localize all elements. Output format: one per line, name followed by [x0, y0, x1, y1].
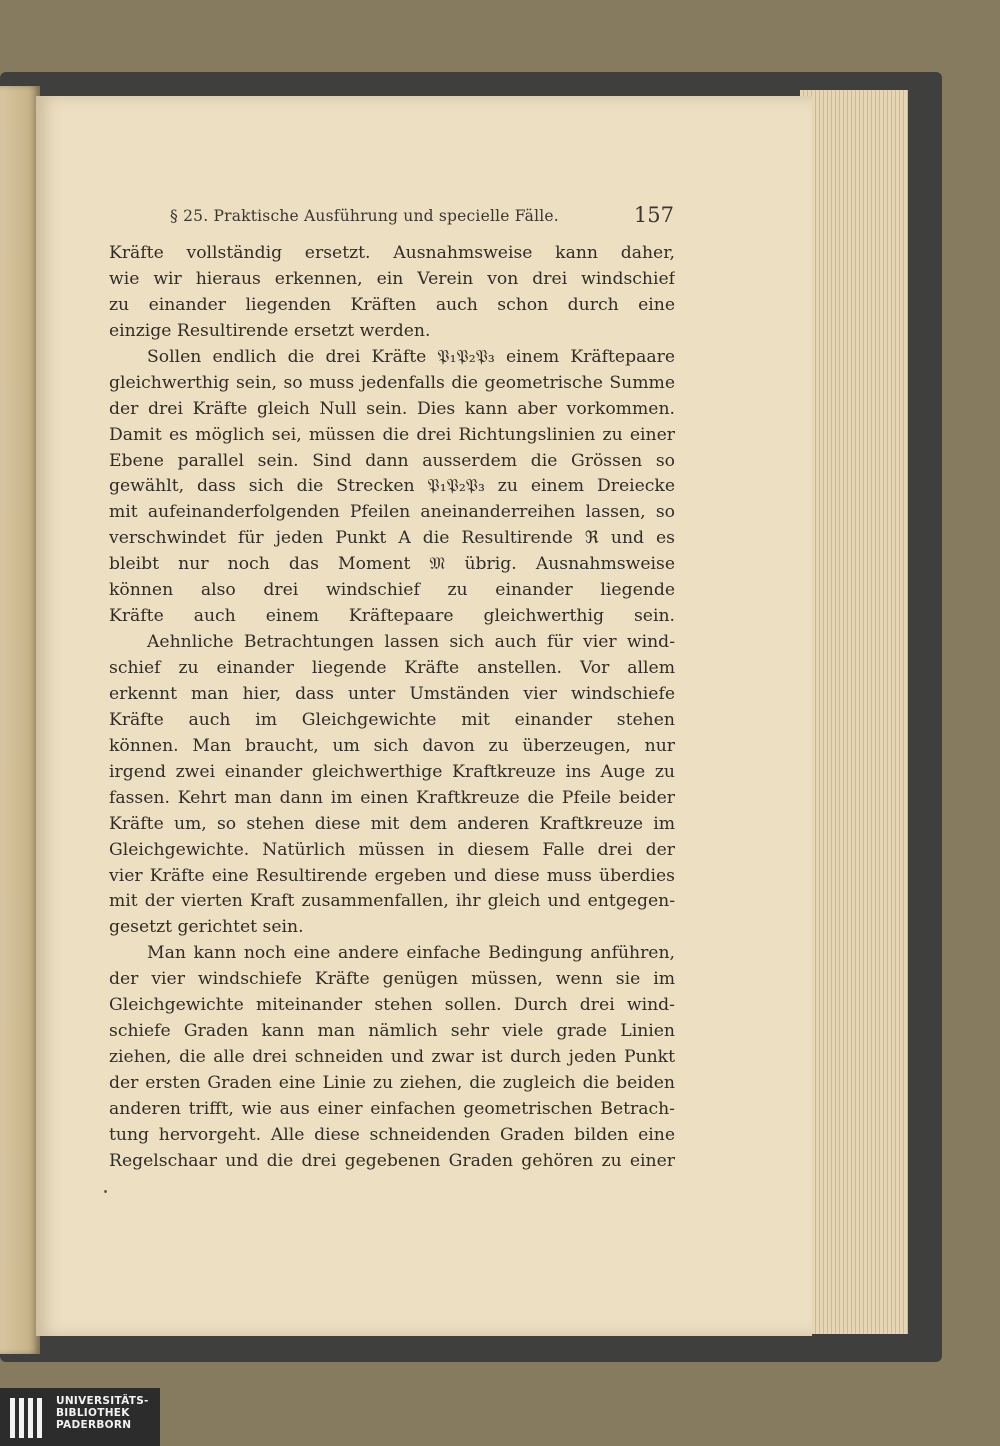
page-number: 157 — [633, 203, 674, 227]
page-edges — [800, 90, 908, 1334]
text-line: fassen. Kehrt man dann im einen Kraftkreuze die Pfeile beider — [109, 787, 675, 808]
text-line: gewählt, dass sich die Strecken 𝔓₁𝔓₂𝔓₃ zu einem Dreiecke — [109, 476, 675, 497]
text-line: erkennt man hier, dass unter Umständen vier windschiefe — [109, 683, 675, 704]
text-line: Gleichgewichte. Natürlich müssen in diesem Falle drei der — [109, 839, 675, 860]
logo-line-2: BIBLIOTHEK — [56, 1407, 130, 1419]
header-title: § 25. Praktische Ausführung und specielle Fälle. — [170, 207, 559, 225]
text-line: gesetzt gerichtet sein. — [109, 917, 304, 938]
text-line: Damit es möglich sei, müssen die drei Richtungslinien zu einer — [109, 424, 675, 445]
text-line: einzige Resultirende ersetzt werden. — [109, 320, 431, 341]
text-line: tung hervorgeht. Alle diese schneidenden Graden bilden eine — [109, 1124, 675, 1145]
text-line: der ersten Graden eine Linie zu ziehen, die zugleich die beiden — [109, 1073, 675, 1093]
text-line: schiefe Graden kann man nämlich sehr viele grade Linien — [109, 1021, 675, 1042]
left-page-edge — [0, 86, 40, 1354]
text-line: gleichwerthig sein, so muss jedenfalls die geometrische Summe — [109, 372, 675, 393]
library-logo-text — [56, 1395, 149, 1431]
text-line: wie wir hieraus erkennen, ein Verein von drei windschief — [109, 268, 675, 289]
text-line: Gleichgewichte miteinander stehen sollen. Durch drei wind- — [109, 995, 675, 1016]
library-logo — [0, 1388, 160, 1446]
text-line: verschwindet für jeden Punkt A die Resultirende ℜ und es — [109, 528, 675, 549]
ink-speck — [104, 1190, 107, 1193]
text-line: vier Kräfte eine Resultirende ergeben und diese muss überdies — [109, 865, 675, 886]
text-line: der drei Kräfte gleich Null sein. Dies kann aber vorkommen. — [109, 398, 675, 419]
text-line: anderen trifft, wie aus einer einfachen geometrischen Betrach- — [109, 1098, 675, 1119]
text-line: können also drei windschief zu einander liegende — [109, 580, 675, 601]
text-line: mit aufeinanderfolgenden Pfeilen aneinanderreihen lassen, so — [109, 502, 675, 523]
text-line: Man kann noch eine andere einfache Bedingung anführen, — [147, 943, 675, 964]
body-text — [109, 241, 675, 1175]
text-line: Kräfte auch im Gleichgewichte mit einander stehen — [109, 709, 675, 730]
logo-line-1: UNIVERSITÄTS- — [56, 1395, 149, 1407]
text-line: Ebene parallel sein. Sind dann ausserdem die Grössen so — [109, 450, 675, 471]
text-line: zu einander liegenden Kräften auch schon durch eine — [109, 294, 675, 315]
text-line: ziehen, die alle drei schneiden und zwar ist durch jeden Punkt — [109, 1047, 675, 1068]
library-logo-icon — [8, 1396, 46, 1440]
text-line: schief zu einander liegende Kräfte anstellen. Vor allem — [109, 658, 675, 678]
text-line: Sollen endlich die drei Kräfte 𝔓₁𝔓₂𝔓₃ einem Kräftepaare — [147, 346, 675, 367]
text-line: Kräfte um, so stehen diese mit dem anderen Kraftkreuze im — [109, 813, 675, 834]
text-line: Aehnliche Betrachtungen lassen sich auch für vier wind- — [147, 632, 675, 653]
text-line: bleibt nur noch das Moment 𝔐 übrig. Ausnahmsweise — [109, 554, 675, 575]
text-line: Regelschaar und die drei gegebenen Graden gehören zu einer — [109, 1150, 675, 1171]
text-line: der vier windschiefe Kräfte genügen müssen, wenn sie im — [109, 969, 675, 990]
logo-line-3: PADERBORN — [56, 1419, 132, 1431]
text-line: Kräfte vollständig ersetzt. Ausnahmsweise kann daher, — [109, 243, 675, 263]
text-line: Kräfte auch einem Kräftepaare gleichwerthig sein. — [109, 606, 675, 627]
running-header — [170, 203, 674, 233]
text-line: können. Man braucht, um sich davon zu überzeugen, nur — [109, 735, 675, 756]
text-line: mit der vierten Kraft zusammenfallen, ihr gleich und entgegen- — [109, 891, 675, 912]
text-line: irgend zwei einander gleichwerthige Kraftkreuze ins Auge zu — [109, 761, 675, 782]
